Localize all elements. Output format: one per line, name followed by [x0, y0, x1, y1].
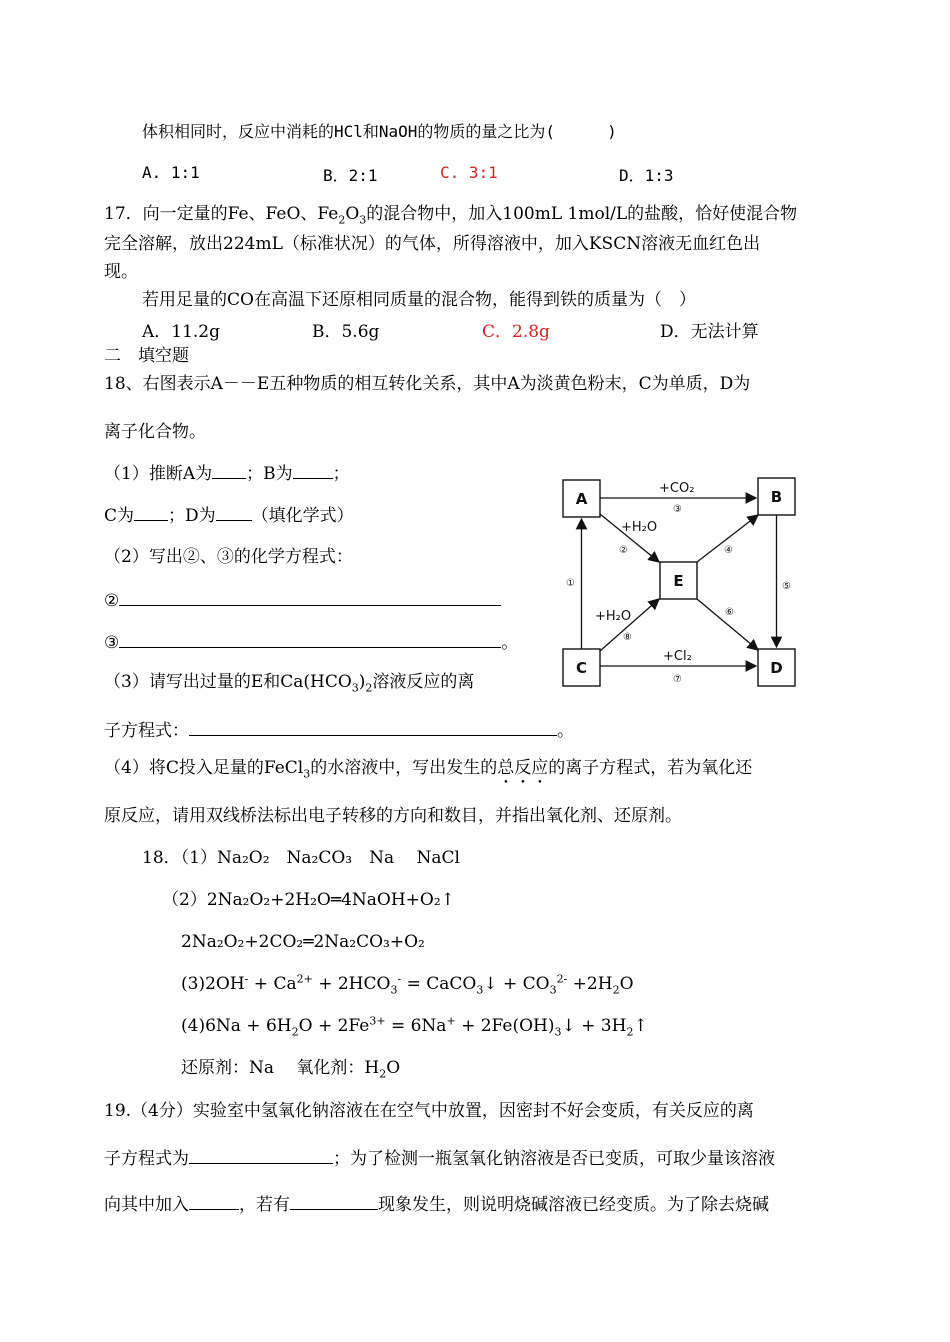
- a5-b: O + 2Fe: [298, 1016, 370, 1036]
- q18-part1-line1: [104, 462, 350, 485]
- arrow-c-e: [600, 599, 659, 651]
- node-b: B: [770, 488, 783, 506]
- label-7: ⑦: [673, 674, 682, 685]
- q18-part2-eq2: [104, 589, 501, 612]
- a5-f: ↑: [633, 1016, 648, 1036]
- blank-q19-reagent[interactable]: [189, 1193, 239, 1210]
- answer18-5: $(4)6Na + 6H_2O + 2Fe^{3+} = 6Na^+$ + $2Fe(OH)_3↓$ + $3H_2↑$: [181, 1014, 648, 1039]
- a6-b: O: [386, 1058, 401, 1078]
- label-plus-co2: +CO₂: [659, 481, 695, 496]
- q16-option-b: B．2:1: [323, 166, 378, 185]
- label-plus-h2o-top: +H₂O: [621, 520, 658, 535]
- blank-eq2[interactable]: [119, 589, 501, 606]
- q17-line1: 17．向一定量的Fe、FeO、$Fe_2O_3$的混合物中，加入100mL 1mol/L的盐酸，恰好使混合物: [104, 204, 798, 227]
- label-2: ②: [619, 545, 628, 556]
- q18-part2: （2）写出②、③的化学方程式：: [104, 547, 353, 567]
- q17-option-c: C．2.8g: [482, 322, 550, 342]
- q18-p4-b: 的水溶液中，写出发生的: [310, 758, 498, 778]
- q18-line1: 18、右图表示A－－E五种物质的相互转化关系，其中A为淡黄色粉末，C为单质，D为: [104, 374, 751, 394]
- q19-line1: 19.（4分）实验室中氢氧化钠溶液在在空气中放置，因密封不好会变质，有关反应的离: [104, 1101, 754, 1121]
- node-c: C: [575, 659, 588, 677]
- q18-part1-line2: [104, 504, 354, 527]
- label-plus-cl2: +Cl₂: [663, 649, 692, 664]
- q18-line2: 离子化合物。: [104, 422, 206, 442]
- q18-p3-c: 溶液反应的离: [372, 672, 475, 692]
- a5-e: ↓ + 3H: [561, 1016, 627, 1036]
- q18-p3-b: ): [358, 672, 366, 692]
- a4-d: = CaCO: [401, 974, 477, 994]
- a4-a: (3)2OH: [181, 974, 245, 994]
- blank-d[interactable]: [216, 504, 252, 521]
- node-e: E: [673, 572, 684, 590]
- q18-p3-d: 子方程式：: [104, 721, 189, 741]
- eq3-end: 。: [501, 633, 519, 653]
- q18-part2-eq3: [104, 631, 518, 654]
- a5-c: = 6Na: [385, 1016, 447, 1036]
- label-1: ①: [566, 578, 575, 589]
- conversion-diagram: [555, 474, 805, 694]
- blank-c[interactable]: [134, 504, 168, 521]
- node-a: A: [575, 490, 588, 508]
- q17-option-d: D．无法计算: [660, 322, 759, 342]
- q16-option-d: D．1:3: [619, 166, 674, 185]
- label-5: ⑤: [782, 581, 791, 592]
- q18-p1-a: （1）推断A为: [104, 464, 213, 484]
- answer18-1: 18．（1）Na₂O₂ Na₂CO₃ Na NaCl: [142, 848, 460, 868]
- a5-a: (4)6Na + 6H: [181, 1016, 292, 1036]
- circ2-label: ②: [104, 591, 120, 611]
- q18-p4-c: 的离子方程式，若为氧化还: [548, 758, 753, 778]
- a6-a: 还原剂：Na 氧化剂：H: [181, 1058, 380, 1078]
- node-d: D: [770, 659, 783, 677]
- q19-l3-b: ，若有: [239, 1195, 290, 1215]
- q17-line2: 完全溶解，放出224mL（标准状况）的气体，所得溶液中，加入KSCN溶液无血红色出: [104, 234, 761, 254]
- blank-q19-eq[interactable]: [189, 1147, 333, 1164]
- answer18-2: （2）2Na₂O₂+2H₂O═4NaOH+O₂↑: [162, 890, 455, 910]
- circ3-label: ③: [104, 633, 120, 653]
- q19-l3-c: 现象发生，则说明烧碱溶液已经变质。为了除去烧碱: [378, 1195, 769, 1215]
- blank-b[interactable]: [293, 462, 333, 479]
- q18-p3-a: （3）请写出过量的E和Ca(HCO: [104, 672, 352, 692]
- a4-f: +2H: [567, 974, 613, 994]
- q18-p1-d: C为: [104, 506, 135, 526]
- q16-stem-text: 体积相同时，反应中消耗的HCl和NaOH的物质的量之比为(: [142, 122, 556, 141]
- label-6: ⑥: [725, 607, 734, 618]
- q19-line2: [104, 1147, 775, 1170]
- q18-p1-b: ；B为: [246, 464, 293, 484]
- a4-b: + Ca: [248, 974, 297, 994]
- q19-line3: [104, 1193, 769, 1216]
- q17-line4: 若用足量的CO在高温下还原相同质量的混合物，能得到铁的质量为（ ）: [142, 290, 696, 310]
- a5-d: + 2Fe(OH): [455, 1016, 555, 1036]
- q16-stem-close: ): [607, 122, 617, 141]
- q18-p4-a: （4）将C投入足量的FeCl: [104, 758, 304, 778]
- q18-p1-c: ；: [332, 464, 350, 484]
- q19-l3-a: 向其中加入: [104, 1195, 189, 1215]
- label-8: ⑧: [623, 632, 632, 643]
- q18-p1-e: ；D为: [168, 506, 216, 526]
- label-4: ④: [724, 545, 733, 556]
- section-title: 二 填空题: [104, 346, 189, 366]
- q18-part3-line2: [104, 719, 574, 742]
- q18-part4-line1: （4）将C投入足量的FeCl$_3$的水溶液中，写出发生的总反应的离子方程式，若为氧化还: [104, 758, 753, 781]
- a4-c: + 2HCO: [312, 974, 391, 994]
- q19-l2-b: ；为了检测一瓶氢氧化钠溶液是否已变质，可取少量该溶液: [333, 1149, 775, 1169]
- answer18-3: 2Na₂O₂+2CO₂═2Na₂CO₃+O₂: [181, 932, 425, 952]
- label-plus-h2o-bottom: +H₂O: [595, 609, 632, 624]
- q18-part3-line1: （3）请写出过量的E和$Ca(HCO_3)_2$溶液反应的离: [104, 672, 475, 695]
- a4-g: O: [619, 974, 634, 994]
- q18-p3-end: 。: [557, 721, 574, 741]
- blank-a[interactable]: [212, 462, 246, 479]
- label-3: ③: [673, 504, 682, 515]
- a4-e: ↓ + CO: [483, 974, 550, 994]
- blank-q19-phenomenon[interactable]: [290, 1193, 378, 1210]
- q18-p4-emphasis: 总反应: [497, 758, 549, 778]
- q17-line1-b: O: [345, 204, 360, 224]
- q17-line1-c: 的混合物中，加入100mL 1mol/L的盐酸，恰好使混合物: [366, 204, 798, 224]
- q16-option-a: A. 1:1: [142, 163, 200, 182]
- q19-l2-a: 子方程式为: [104, 1149, 189, 1169]
- q17-line1-a: 17．向一定量的Fe、FeO、Fe: [104, 204, 339, 224]
- q17-option-b: B．5.6g: [312, 322, 380, 342]
- q16-stem: [142, 121, 617, 143]
- q18-part4-line2: 原反应，请用双线桥法标出电子转移的方向和数目，并指出氧化剂、还原剂。: [104, 806, 682, 826]
- q16-option-c: C. 3:1: [440, 163, 498, 182]
- q17-line3: 现。: [104, 262, 138, 282]
- answer18-6: 还原剂：Na 氧化剂：$H_2O$: [181, 1058, 401, 1081]
- blank-ionic-eq[interactable]: [189, 719, 557, 736]
- answer18-4: $(3)2OH^- + Ca^{2+} + 2HCO_3^-$ = CaCO$_3$↓ + $CO_3^{2-} +2H_2O$: [181, 972, 634, 997]
- q18-p1-f: （填化学式）: [251, 506, 354, 526]
- q17-option-a: A．11.2g: [142, 322, 221, 342]
- blank-eq3[interactable]: [119, 631, 501, 648]
